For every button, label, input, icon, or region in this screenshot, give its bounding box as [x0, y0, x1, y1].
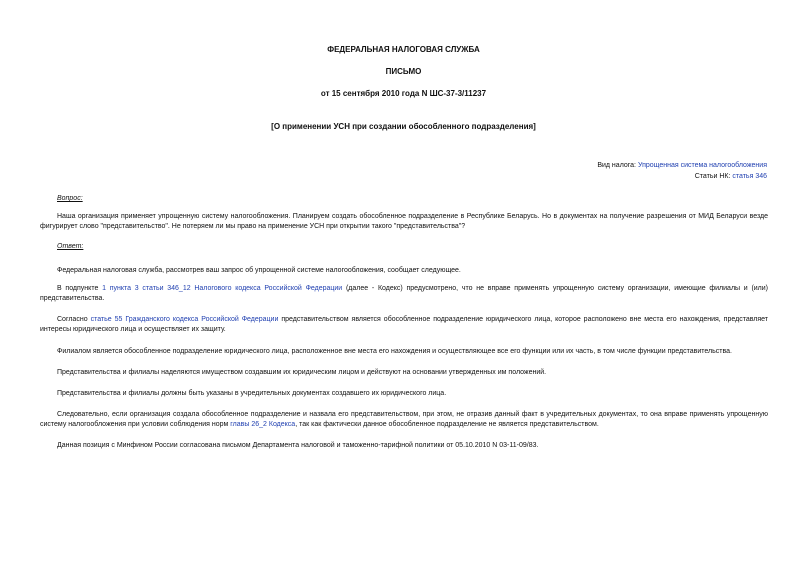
paragraph-2-text-a: В подпункте	[57, 285, 103, 292]
articles-label: Статьи НК:	[694, 173, 731, 180]
tax-type-link[interactable]: Упрощенная система налогообложения	[637, 162, 767, 169]
subject-title: [О применении УСН при создании обособленного подразделения]	[271, 122, 536, 131]
paragraph-3-text-b: представительством является обособленное подразделение юридического лица, которое расположено вне места его нахождения, представляет интересы юридического лица и осуществляет их защиту.	[40, 316, 769, 333]
question-text: Наша организация применяет упрощенную систему налогообложения. Планируем создать обособленное подразделение в Республике Беларусь. Но в документах на получение разрешения от МИД Беларуси везде фигурирует слово "представительство". Не потеряем ли мы право на применение УСН при открытии такого "представительства"?	[40, 213, 768, 230]
paragraph-7-text-b: , так как фактически данное обособленное подразделение не является представительством.	[295, 420, 599, 428]
articles-line	[695, 172, 767, 181]
question-label: Вопрос:	[57, 195, 83, 202]
chapter-link[interactable]: главы 26_2 Кодекса	[230, 420, 296, 428]
tax-code-article-link[interactable]: 1 пункта 3 статьи 346_12 Налогового кодекса Российской Федерации	[102, 285, 343, 292]
tax-type-line	[597, 161, 767, 170]
paragraph-7	[40, 410, 768, 429]
date-number-title: от 15 сентября 2010 года N ШС-37-3/11237	[320, 89, 487, 98]
civil-code-article-link[interactable]: статье 55 Гражданского кодекса Российской Федерации	[90, 316, 279, 323]
agency-title: ФЕДЕРАЛЬНАЯ НАЛОГОВАЯ СЛУЖБА	[327, 45, 480, 54]
paragraph-8: Данная позиция с Минфином России согласована письмом Департамента налоговой и таможенно-тарифной политики от 05.10.2010 N 03-11-09/83.	[57, 442, 539, 449]
paragraph-7-text-a: Следовательно, если организация создала обособленное подразделение и назвала его представительством, при этом, не отразив данный факт в учредительных документах, то она вправе применять упрощенную систему налогообложения при условии соблюдения норм	[40, 411, 768, 428]
paragraph-3-text-a: Согласно	[57, 316, 91, 323]
tax-type-label: Вид налога:	[597, 162, 636, 169]
paragraph-2	[40, 284, 768, 303]
doc-type-title: ПИСЬМО	[385, 67, 422, 76]
paragraph-5: Представительства и филиалы наделяются имуществом создавшим их юридическим лицом и действуют на основании утвержденных им положений.	[57, 369, 547, 376]
answer-label: Ответ:	[57, 243, 84, 250]
paragraph-3	[40, 315, 768, 334]
paragraph-6: Представительства и филиалы должны быть указаны в учредительных документах создавшего их юридического лица.	[57, 390, 447, 397]
articles-link[interactable]: статья 346	[732, 173, 767, 180]
paragraph-2-text-b: (далее - Кодекс) предусмотрено, что не вправе применять упрощенную систему организации, имеющие филиалы и (или) представительства.	[40, 285, 769, 302]
paragraph-4: Филиалом является обособленное подразделение юридического лица, расположенное вне места его нахождения и осуществляющее все его функции или их часть, в том числе функции представительства.	[57, 348, 732, 355]
paragraph-1: Федеральная налоговая служба, рассмотрев ваш запрос об упрощенной системе налогообложения, сообщает следующее.	[57, 267, 461, 274]
